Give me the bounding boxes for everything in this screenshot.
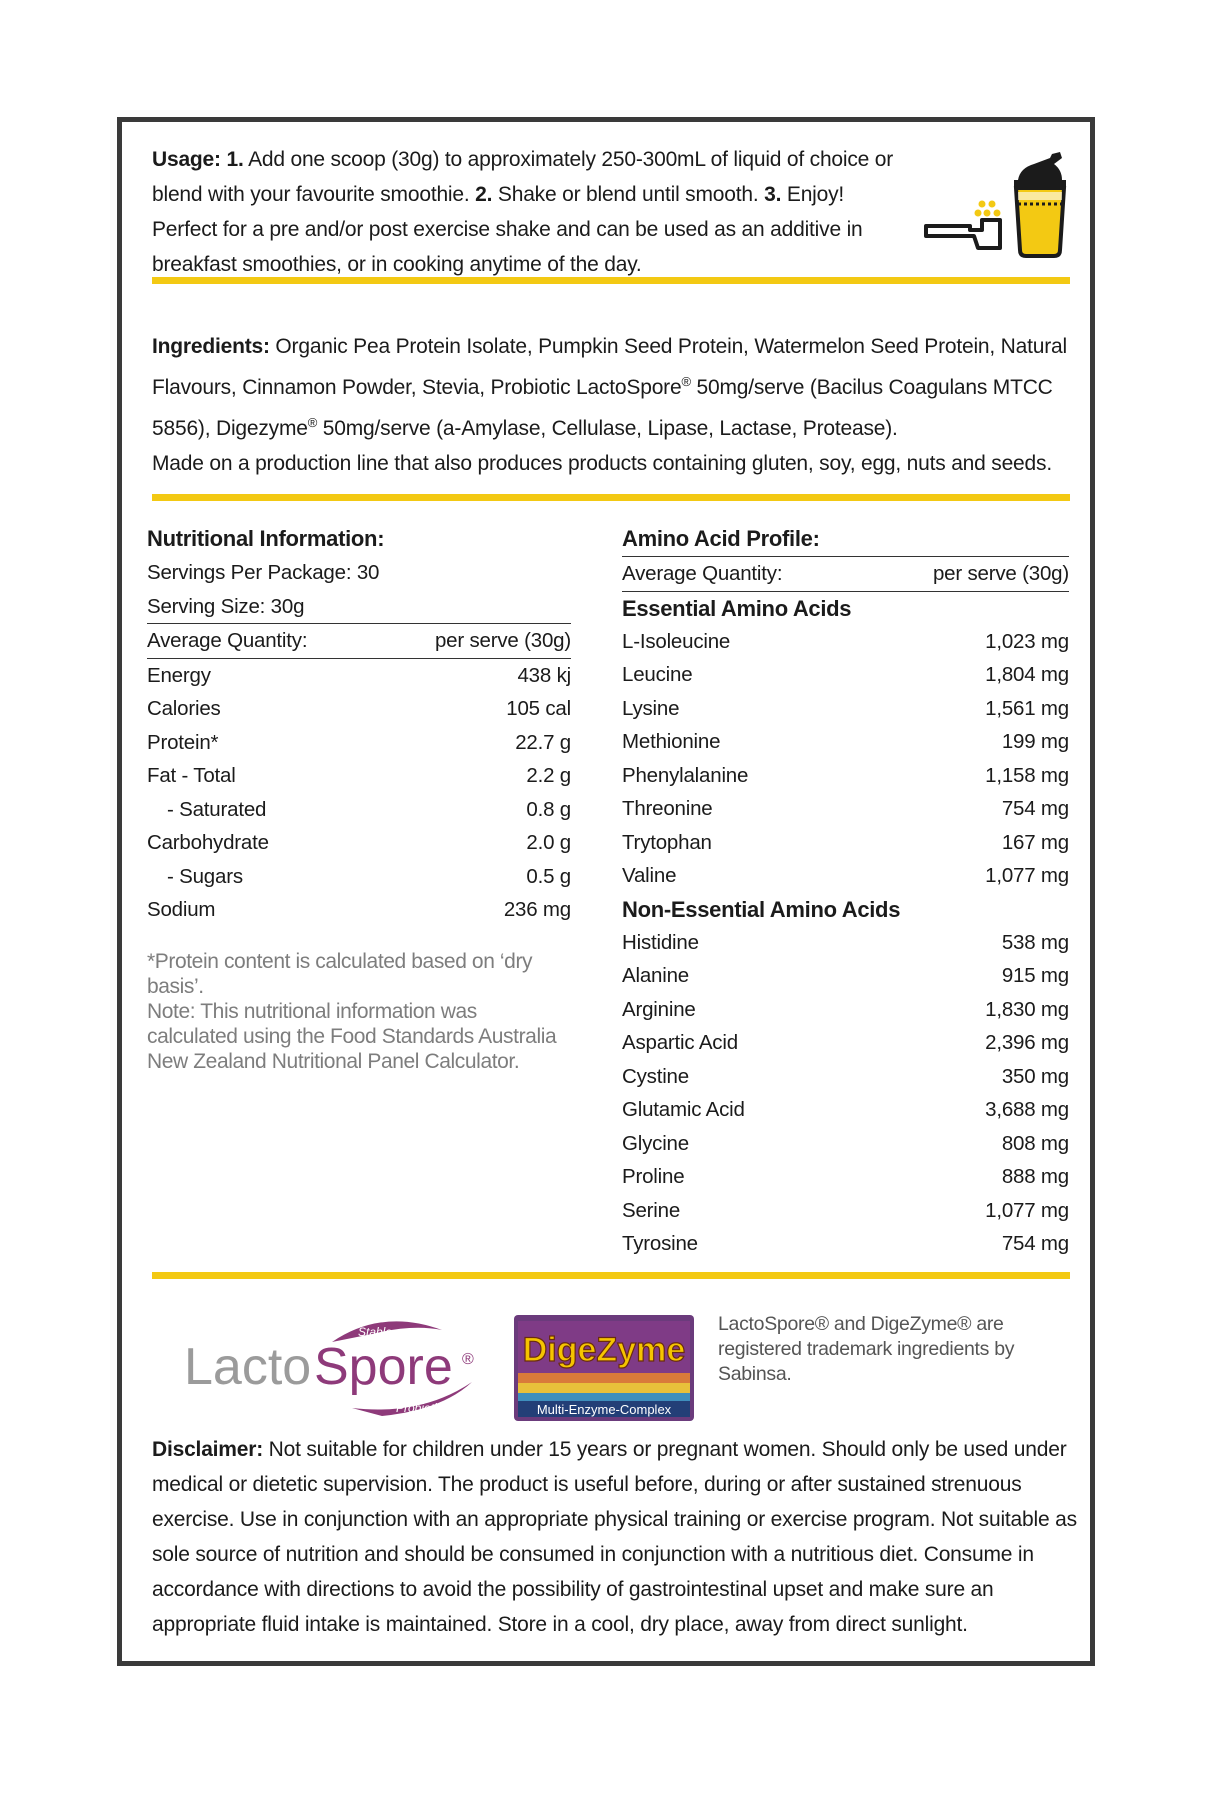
row-value: 538 mg [1001, 930, 1069, 954]
row-label: Protein* [147, 730, 219, 754]
calculator-note: Note: This nutritional information was calculated using the Food Standards Australia New Zealand Nutritional Panel Calculator. [147, 999, 557, 1073]
servings-per-package: Servings Per Package: 30 [147, 561, 380, 584]
row-label: Fat - Total [147, 764, 236, 787]
row-label: Sodium [147, 898, 216, 921]
lacto-stable-text: Stable [358, 1325, 393, 1339]
table-row [622, 826, 1069, 860]
row-label: - Sugars [167, 864, 243, 888]
nonessential-title: Non-Essential Amino Acids [622, 896, 901, 922]
table-row [622, 759, 1069, 793]
row-label: Glycine [622, 1131, 689, 1155]
table-row [147, 793, 571, 827]
row-value: 1,023 mg [985, 629, 1069, 653]
row-label: Serine [622, 1198, 681, 1222]
usage-extra: Perfect for a pre and/or post exercise shake and can be used as an additive in breakfast smoothies, or in cooking anytime of the day. [152, 218, 863, 276]
table-row [147, 759, 571, 793]
table-row [147, 692, 571, 726]
trademark-note: LactoSpore® and DigeZyme® are registered trademark ingredients by Sabinsa. [718, 1313, 1015, 1385]
dige-name: DigeZyme [522, 1331, 686, 1369]
table-row [622, 725, 1069, 759]
nutrition-panel [147, 522, 571, 1074]
row-value: 915 mg [1001, 964, 1069, 987]
table-row [622, 1026, 1069, 1060]
row-value: 350 mg [1001, 1064, 1069, 1088]
row-value: 1,158 mg [985, 763, 1069, 787]
row-label: Valine [622, 864, 677, 887]
usage-step1-number: 1. [226, 148, 244, 171]
amino-header-left: Average Quantity: [622, 562, 783, 585]
lacto-part1: Lacto [184, 1338, 312, 1396]
row-value: 1,077 mg [985, 1198, 1069, 1222]
row-label: Energy [147, 663, 211, 687]
disclaimer-text: Not suitable for children under 15 years or pregnant women. Should only be used under medical or dietetic supervision. The product is useful before, during or after sustained strenuous exercise. Use in conjunction with an appropriate physical training or exercise program. Not suitable as sole source of nutrition and should be consumed in conjunction with a nutritious diet. Consume in accordance with directions to avoid the possibility of gastrointestinal upset and make sure an appropriate fluid intake is maintained. Store in a cool, dry place, away from direct sunlight. [152, 1438, 1077, 1636]
dige-sub: Multi-Enzyme-Complex [536, 1402, 672, 1417]
row-label: Tyrosine [622, 1232, 698, 1255]
shaker-and-scoop-icon [922, 144, 1072, 264]
table-row [622, 658, 1069, 692]
amino-acid-panel [622, 522, 1069, 1261]
ingredients-text-b: 50mg/serve (Bacilus Coagulans MTCC 5856), Digezyme [152, 376, 1053, 440]
nutrition-header-right: per serve (30g) [434, 629, 571, 652]
registered-mark: ® [307, 415, 318, 430]
row-value: 1,804 mg [985, 663, 1069, 686]
table-row [622, 692, 1069, 726]
usage-section [152, 142, 902, 282]
table-row [147, 726, 571, 760]
table-row [622, 959, 1069, 993]
usage-label: Usage: [152, 148, 221, 171]
usage-step3-number: 3. [764, 183, 782, 206]
row-label: Threonine [622, 797, 713, 820]
row-label: L-Isoleucine [622, 629, 731, 653]
nutrition-title: Nutritional Information: [147, 526, 385, 551]
table-row [622, 1127, 1069, 1161]
usage-step2: Shake or blend until smooth. [497, 183, 759, 206]
row-label: Phenylalanine [622, 763, 749, 787]
table-row [622, 993, 1069, 1027]
row-value: 808 mg [1001, 1131, 1069, 1155]
table-row [622, 792, 1069, 826]
digezyme-logo [514, 1315, 694, 1421]
lacto-part2: Spore [314, 1338, 453, 1396]
row-value: 199 mg [1001, 730, 1069, 753]
row-value: 0.5 g [526, 864, 571, 888]
row-label: Glutamic Acid [622, 1098, 745, 1121]
row-label: Leucine [622, 663, 693, 686]
amino-header-row [622, 556, 1069, 592]
row-label: - Saturated [167, 797, 267, 821]
nutrition-footnote [147, 949, 571, 1074]
table-row [622, 1160, 1069, 1194]
row-value: 2,396 mg [985, 1031, 1069, 1054]
row-value: 0.8 g [526, 797, 571, 821]
row-label: Proline [622, 1165, 685, 1188]
table-row [622, 1227, 1069, 1261]
lactospore-logo [182, 1312, 482, 1422]
serving-size: Serving Size: 30g [147, 594, 305, 618]
ingredients-text-a: Organic Pea Protein Isolate, Pumpkin Seed Protein, Watermelon Seed Protein, Natural Flavours, Cinnamon Powder, Stevia, Probiotic LactoSpore [152, 335, 1067, 399]
row-value: 888 mg [1001, 1165, 1069, 1188]
divider [152, 1272, 1070, 1279]
amino-title: Amino Acid Profile: [622, 526, 820, 551]
row-value: 754 mg [1001, 1232, 1069, 1255]
table-row [147, 826, 571, 860]
divider [152, 277, 1070, 284]
registered-mark: ® [681, 374, 691, 389]
row-label: Cystine [622, 1064, 689, 1088]
row-value: 105 cal [506, 697, 571, 720]
usage-step3: Enjoy! [786, 183, 845, 206]
lacto-probiotic-text: Probiotic [396, 1401, 443, 1415]
amino-header-right: per serve (30g) [932, 562, 1069, 585]
row-value: 167 mg [1001, 830, 1069, 854]
divider [152, 494, 1070, 501]
ingredients-text-c: 50mg/serve (a-Amylase, Cellulase, Lipase, Lactase, Protease). [322, 417, 898, 440]
table-row [147, 893, 571, 927]
nonessential-rows [622, 926, 1069, 1261]
row-value: 1,830 mg [985, 997, 1069, 1021]
table-row [622, 1060, 1069, 1094]
ingredients-label: Ingredients: [152, 335, 270, 358]
row-value: 22.7 g [515, 730, 571, 754]
row-value: 2.0 g [526, 831, 571, 854]
row-value: 438 kj [517, 663, 571, 687]
usage-step2-number: 2. [475, 183, 493, 206]
row-label: Methionine [622, 730, 721, 753]
usage-step1: Add one scoop (30g) to approximately 250-300mL of liquid of choice or blend with your favourite smoothie. [152, 148, 894, 206]
nutrition-rows [147, 659, 571, 927]
row-value: 1,077 mg [985, 864, 1069, 887]
table-row [622, 625, 1069, 659]
table-row [147, 659, 571, 693]
essential-rows [622, 625, 1069, 893]
row-label: Histidine [622, 930, 699, 954]
row-value: 1,561 mg [985, 696, 1069, 720]
table-row [622, 1093, 1069, 1127]
disclaimer-label: Disclaimer: [152, 1438, 264, 1461]
essential-title: Essential Amino Acids [622, 595, 852, 621]
lacto-reg: ® [462, 1351, 474, 1368]
row-label: Calories [147, 697, 221, 720]
row-label: Carbohydrate [147, 831, 269, 854]
row-label: Aspartic Acid [622, 1031, 738, 1054]
nutrition-header-row [147, 623, 571, 659]
ingredients-section [152, 329, 1072, 446]
label-panel [117, 117, 1095, 1666]
table-row [622, 859, 1069, 893]
row-label: Lysine [622, 696, 680, 720]
row-value: 754 mg [1001, 797, 1069, 820]
table-row [622, 926, 1069, 960]
row-label: Alanine [622, 964, 689, 987]
nutrition-header-left: Average Quantity: [147, 629, 308, 652]
row-label: Trytophan [622, 830, 712, 854]
row-label: Arginine [622, 997, 696, 1021]
table-row [622, 1194, 1069, 1228]
row-value: 3,688 mg [985, 1098, 1069, 1121]
protein-footnote: *Protein content is calculated based on ‘dry basis’. [147, 949, 533, 998]
table-row [147, 860, 571, 894]
row-value: 236 mg [503, 898, 571, 921]
disclaimer-section [152, 1432, 1082, 1642]
row-value: 2.2 g [526, 764, 571, 787]
allergen-statement: Made on a production line that also produces products containing gluten, soy, egg, nuts and seeds. [152, 452, 1052, 475]
